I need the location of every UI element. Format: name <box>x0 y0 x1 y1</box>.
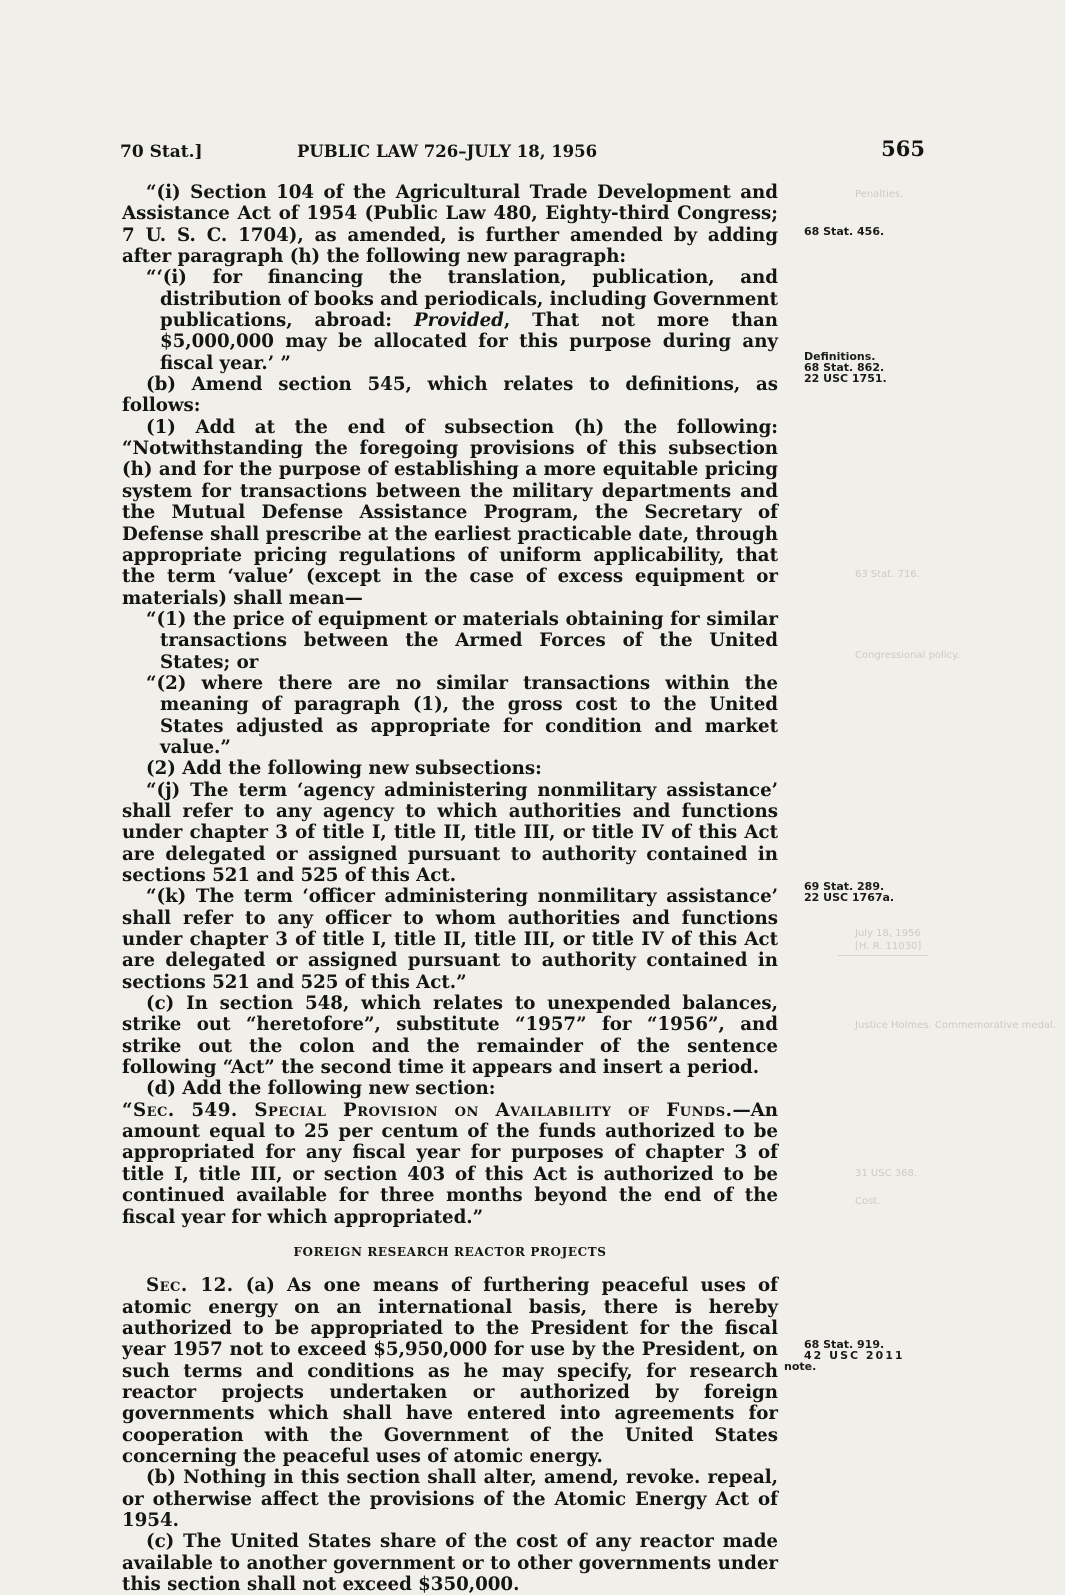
paragraph: (1) Add at the end of subsection (h) the following: “Notwithstanding the foregoing provisions of this subsection (h) and for the purpose of establishing a more equitable pricing system for transactions between the military departments and the Mutual Defense Assistance Program, the Secretary of Defense shall prescribe at the earliest practicable date, through appropriate pricing regulations of uniform applicability, that the term ‘value’ (except in the case of excess equipment or materials) shall mean— <box>122 416 778 609</box>
paragraph: (d) Add the following new section: <box>146 1078 496 1100</box>
paragraph: (2) Add the following new subsections: <box>146 758 542 780</box>
law-title: PUBLIC LAW 726–JULY 18, 1956 <box>297 142 598 161</box>
bleed-through-note: Penalties. <box>855 189 904 200</box>
bleed-through-rule <box>838 955 928 956</box>
provided-emphasis: Provided <box>413 310 504 332</box>
page-number: 565 <box>881 136 925 161</box>
section-heading: FOREIGN RESEARCH REACTOR PROJECTS <box>293 1244 607 1259</box>
paragraph: “(1) the price of equipment or materials obtaining for similar transactions between the Armed Forces of the United States; or <box>146 608 778 673</box>
paragraph: “Sec. 549. Special Provision on Availability of Funds.—An amount equal to 25 per centum of the funds authorized to be appropriated for any fiscal year for purposes of chapter 3 of title I, title III, or section 403 of this Act is authorized to be continued available for three months beyond the end of the fiscal year for which appropriated.” <box>122 1099 778 1228</box>
paragraph: (c) In section 548, which relates to unexpended balances, strike out “heretofore”, substitute “1957” for “1956”, and strike out the colon and the remainder of the sentence following “Act” the second time it appears and insert a period. <box>122 993 778 1079</box>
margin-note-definitions: Definitions. 68 Stat. 862. 22 USC 1751. <box>804 350 887 385</box>
bleed-through-note: 31 USC 368. <box>855 1168 917 1179</box>
margin-note: 68 Stat. 919. 42 USC 2011 note. <box>784 1338 905 1373</box>
bleed-through-note: 63 Stat. 716. <box>855 569 920 580</box>
section-549-heading: “Sec. 549. Special Provision on Availability of Funds. <box>122 1099 733 1121</box>
paragraph: (b) Nothing in this section shall alter, amend, revoke. repeal, or otherwise affect the provisions of the Atomic Energy Act of 1954. <box>122 1467 778 1531</box>
paragraph: “‘(i) for financing the translation, publication, and distribution of books and periodicals, including Government publications, abroad: Provided, That not more than $5,000,000 may be allocated for this purpose during any fiscal year.’ ” <box>146 267 778 374</box>
bleed-through-note: [H. R. 11030] <box>855 941 922 952</box>
margin-note: 69 Stat. 289. 22 USC 1767a. <box>804 880 895 904</box>
bleed-through-note: Cost. <box>855 1196 881 1207</box>
paragraph: (b) Amend section 545, which relates to definitions, as follows: <box>122 374 778 417</box>
paragraph: Sec. 12. (a) As one means of furthering peaceful uses of atomic energy on an international basis, there is hereby authorized to be appropriated to the President for the fiscal year 1957 not to exceed $5,950,000 for use by the President, on such terms and conditions as he may specify, for research reactor projects undertaken or authorized by foreign governments which shall have entered into agreements for cooperation with the Government of the United States concerning the peaceful uses of atomic energy. <box>122 1275 779 1467</box>
paragraph: “(k) The term ‘officer administering nonmilitary assistance’ shall refer to any officer to whom authorities and functions under chapter 3 of title I, title II, title III, or title IV of this Act are delegated or assigned pursuant to authority contained in sections 521 and 525 of this Act.” <box>122 886 778 993</box>
section-number: Sec. 12. <box>146 1275 234 1297</box>
law-body <box>122 182 778 1595</box>
bleed-through-note: Congressional policy. <box>855 650 960 661</box>
running-header <box>120 136 925 166</box>
paragraph: “(2) where there are no similar transactions within the meaning of paragraph (1), the gross cost to the United States adjusted as appropriate for condition and market value.” <box>146 672 778 758</box>
bleed-through-note: Justice Holmes. Commemorative medal. <box>855 1020 1057 1031</box>
margin-note: 68 Stat. 456. <box>804 225 885 238</box>
paragraph: “(i) Section 104 of the Agricultural Trade Development and Assistance Act of 1954 (Public Law 480, Eighty-third Congress; 7 U. S. C. 1704), as amended, is further amended by adding after paragraph (h) the following new paragraph: <box>122 182 778 268</box>
bleed-through-note: July 18, 1956 <box>855 928 921 939</box>
paragraph: (c) The United States share of the cost of any reactor made available to another government or to other governments under this section shall not exceed $350,000. <box>122 1531 778 1595</box>
volume-citation: 70 Stat.] <box>120 142 203 162</box>
paragraph: “(j) The term ‘agency administering nonmilitary assistance’ shall refer to any agency to which authorities and functions under chapter 3 of title I, title II, title III, or title IV of this Act are delegated or assigned pursuant to authority contained in sections 521 and 525 of this Act. <box>122 779 778 886</box>
